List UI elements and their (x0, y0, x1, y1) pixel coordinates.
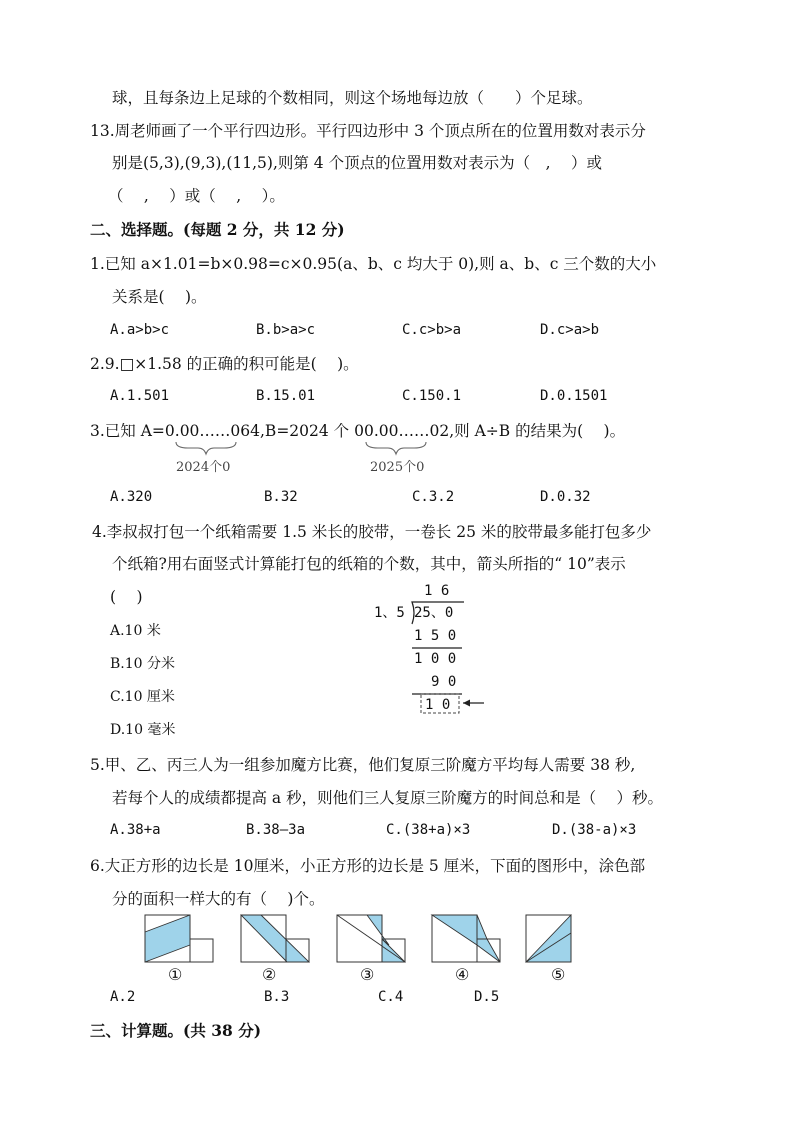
c4-option-b: B.10 分米 (110, 656, 176, 672)
c3-option-c: C.3.2 (412, 489, 455, 505)
c3-line1 (90, 421, 625, 441)
figure-4-label: ④ (455, 965, 470, 984)
c5-line1: 5.甲、乙、丙三人为一组参加魔方比赛，他们复原三阶魔方平均每人需要 38 秒, (90, 756, 636, 774)
c6-option-d: D.5 (474, 989, 500, 1005)
c5-option-d: D.(38-a)×3 (552, 822, 637, 838)
c1-line2: 关系是( )。 (112, 288, 207, 306)
figure-1 (145, 915, 213, 962)
c6-option-c: C.4 (378, 989, 404, 1005)
c3-brace-b (366, 442, 426, 454)
c6-option-b: B.3 (264, 989, 290, 1005)
figure-3 (337, 915, 405, 962)
c1-option-d: D.c>a>b (540, 322, 600, 338)
calc-quotient: 1 6 (424, 583, 450, 599)
figure-2-label: ② (262, 965, 277, 984)
c1-line1: 1.已知 a×1.01=b×0.98=c×0.95(a、b、c 均大于 0),则 a、b、c 三个数的大小 (90, 255, 657, 273)
calc-row1: 1 5 0 (414, 628, 457, 644)
figure-1-label: ① (168, 965, 183, 984)
figure-4 (432, 915, 500, 962)
calc-row3: 9 0 (431, 674, 457, 690)
calc-row2: 1 0 0 (414, 651, 457, 667)
figure-2 (241, 915, 309, 962)
c3-a-zeros: 00…… (179, 422, 231, 440)
calc-lines (400, 598, 490, 720)
q12-continuation: 球，且每条边上足球的个数相同，则这个场地每边放（ ）个足球。 (112, 89, 593, 107)
calc-dividend: 25、0 (414, 605, 454, 621)
c2-option-b: B.15.01 (256, 388, 316, 404)
figure-5 (526, 915, 571, 962)
figure-3-label: ③ (360, 965, 375, 984)
c6-option-a: A.2 (110, 989, 136, 1005)
c1-option-b: B.b>a>c (256, 322, 316, 338)
c5-option-b: B.38—3a (246, 822, 306, 838)
section-2-heading: 二、选择题。(每题 2 分，共 12 分) (90, 220, 345, 239)
q13-line2: 别是(5,3),(9,3),(11,5),则第 4 个顶点的位置用数对表示为（ , ）或 (112, 154, 602, 172)
c3-option-b: B.32 (264, 489, 298, 505)
c5-option-c: C.(38+a)×3 (386, 822, 471, 838)
c4-option-a: A.10 米 (110, 623, 161, 639)
c2-line1: 2.9.□×1.58 的正确的积可能是( )。 (90, 355, 359, 373)
c4-line1: 4.李叔叔打包一个纸箱需要 1.5 米长的胶带，一卷长 25 米的胶带最多能打包多少 (92, 523, 652, 541)
c3-braces (170, 440, 450, 456)
c3-brace-b-label: 2025个0 (370, 460, 425, 475)
c4-option-d: D.10 毫米 (110, 722, 176, 738)
c1-option-a: A.a>b>c (110, 322, 170, 338)
c5-option-a: A.38+a (110, 822, 161, 838)
c6-line2: 分的面积一样大的有（ )个。 (112, 890, 325, 908)
c3-b-zeros: 00…… (378, 422, 430, 440)
c6-figures (140, 912, 580, 964)
q13-line1: 13.周老师画了一个平行四边形。平行四边形中 3 个顶点所在的位置用数对表示分 (90, 122, 646, 140)
c6-line1: 6.大正方形的边长是 10厘米，小正方形的边长是 5 厘米，下面的图形中，涂色部 (90, 857, 646, 875)
calc-divisor: 1、5 (374, 605, 405, 621)
c3-brace-a (176, 442, 236, 454)
c2-option-a: A.1.501 (110, 388, 170, 404)
c2-option-d: D.0.1501 (540, 388, 608, 404)
c4-option-c: C.10 厘米 (110, 689, 175, 705)
remainder-dashed-box (421, 694, 459, 713)
section-3-heading: 三、计算题。(共 38 分) (90, 1021, 262, 1040)
c4-line3: ( ) (110, 588, 143, 606)
c5-line2: 若每个人的成绩都提高 a 秒，则他们三人复原三阶魔方的时间总和是（ ）秒。 (112, 789, 664, 807)
c3-brace-a-label: 2024个0 (176, 460, 231, 475)
c3-option-a: A.320 (110, 489, 153, 505)
figure-5-label: ⑤ (551, 965, 566, 984)
c3-a-tail: 064,B=2024 个 00. (230, 422, 379, 440)
c4-line2: 个纸箱?用右面竖式计算能打包的纸箱的个数，其中，箭头所指的“ 10”表示 (112, 555, 626, 573)
q13-line3: （ , ）或（ , ）。 (108, 187, 285, 205)
c2-option-c: C.150.1 (402, 388, 462, 404)
c1-option-c: C.c>b>a (402, 322, 462, 338)
c3-prefix: 3.已知 A=0. (90, 422, 180, 440)
c3-option-d: D.0.32 (540, 489, 591, 505)
c3-b-tail: 02,则 A÷B 的结果为( )。 (429, 422, 626, 440)
calc-remainder: 1 0 (425, 697, 451, 713)
